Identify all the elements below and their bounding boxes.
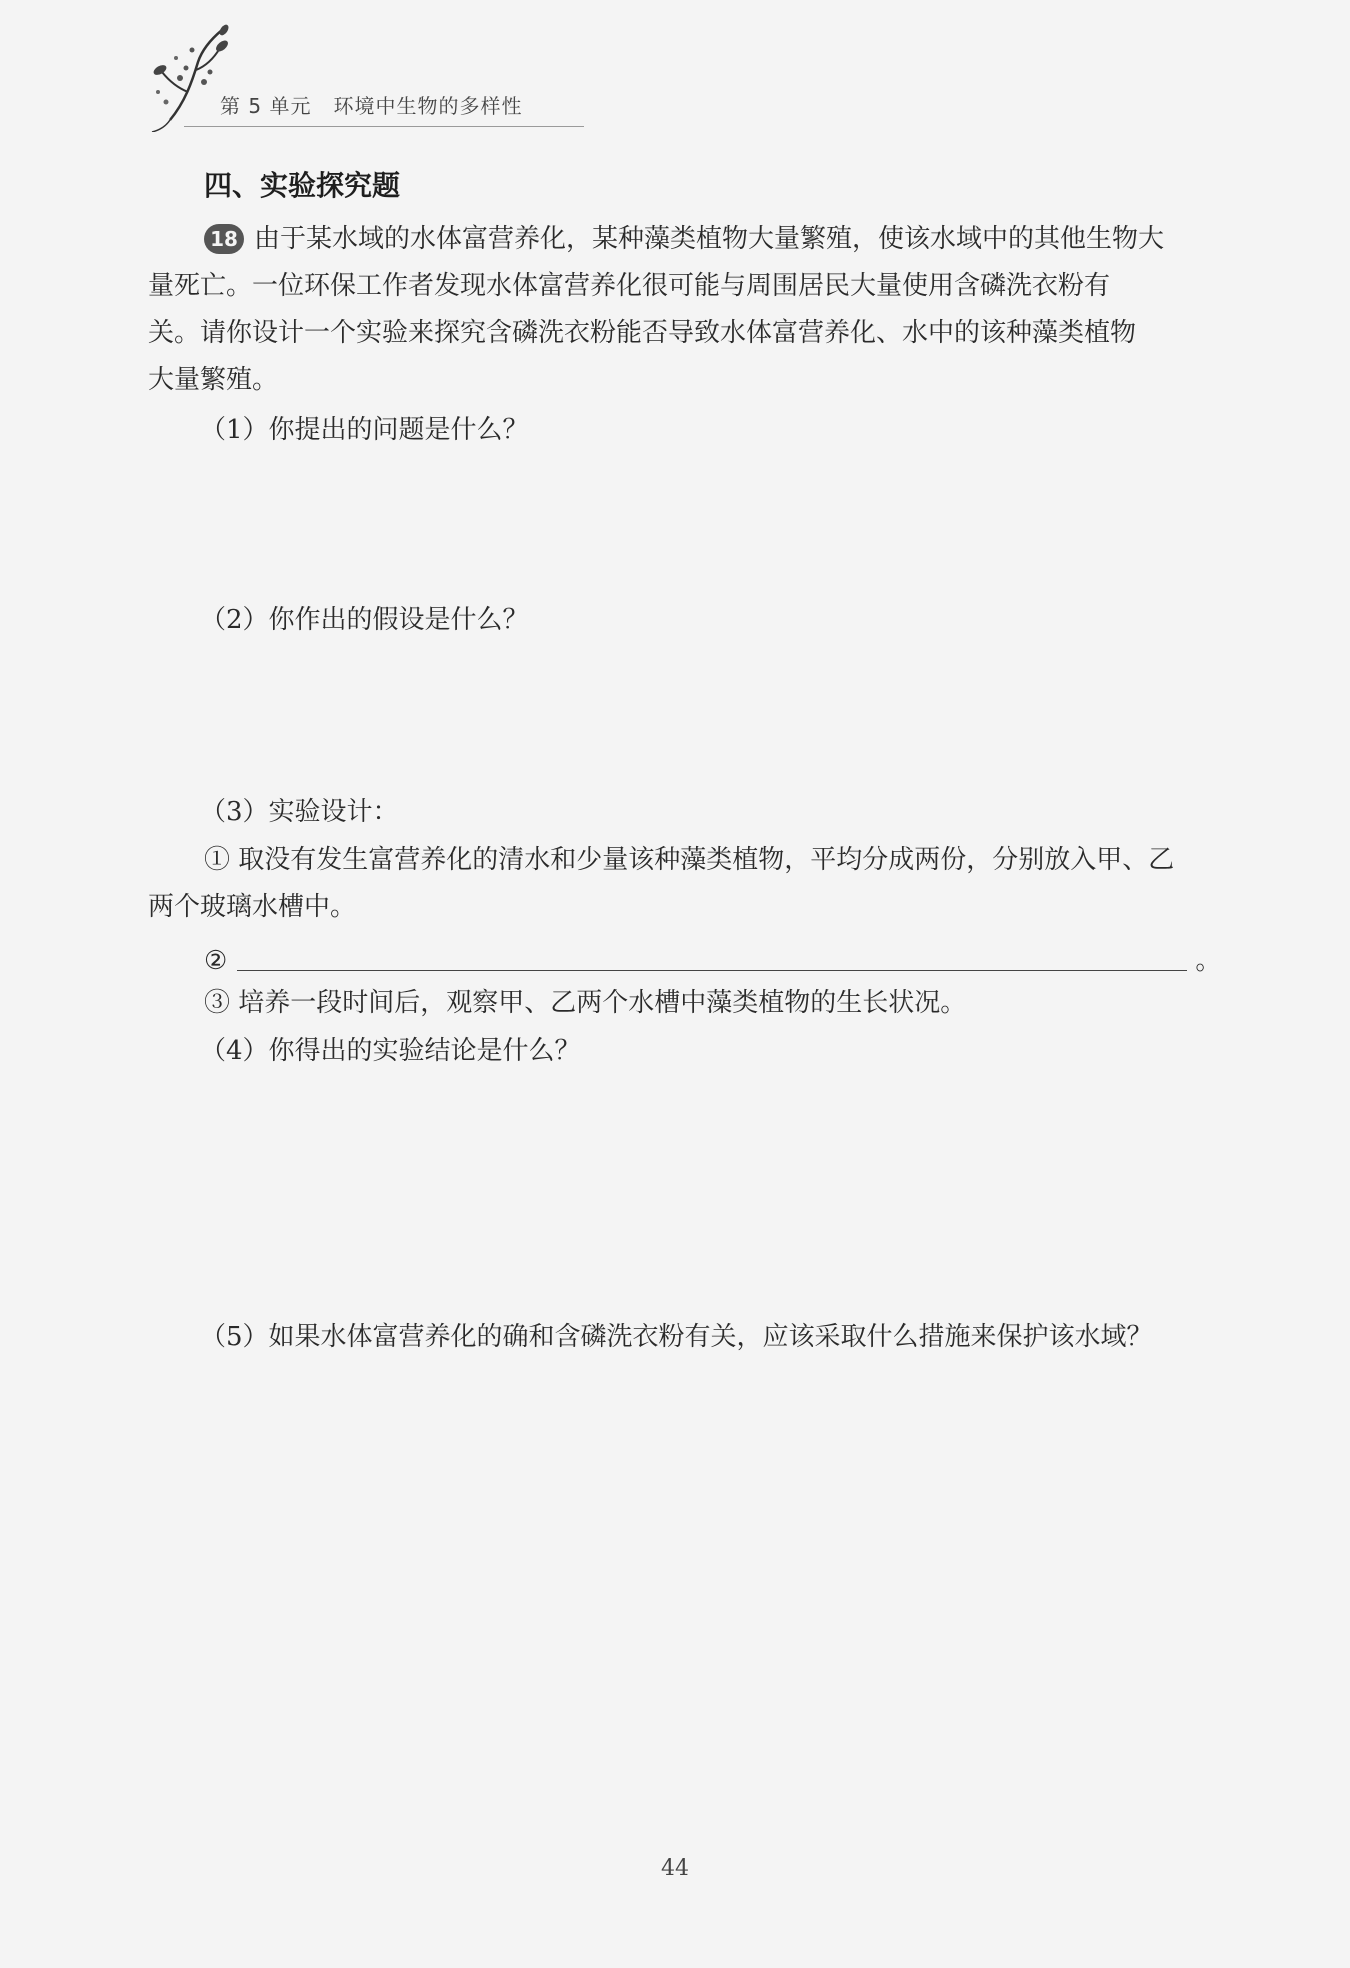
question-stem-line-3: 关。请你设计一个实验来探究含磷洗衣粉能否导致水体富营养化、水中的该种藻类植物 [148, 318, 1137, 348]
question-stem-line-4: 大量繁殖。 [148, 365, 279, 395]
design-step-2 [204, 944, 1221, 976]
unit-number: 第 5 单元 [220, 94, 312, 118]
question-number-badge: 18 [204, 224, 244, 254]
design-step-1-line-1: ① 取没有发生富营养化的清水和少量该种藻类植物，平均分成两份，分别放入甲、乙 [204, 845, 1175, 875]
design-step-3: ③ 培养一段时间后，观察甲、乙两个水槽中藻类植物的生长状况。 [204, 988, 967, 1018]
question-stem-line-2: 量死亡。一位环保工作者发现水体富营养化很可能与周围居民大量使用含磷洗衣粉有 [148, 271, 1111, 301]
header-rule [184, 126, 584, 127]
sub-question-2: （2）你作出的假设是什么？ [200, 605, 529, 635]
question-stem-line-1 [204, 224, 1164, 254]
section-title: 四、实验探究题 [204, 169, 401, 202]
step-2-marker: ② [204, 946, 228, 976]
sub-question-1: （1）你提出的问题是什么？ [200, 415, 529, 445]
design-step-1-line-2: 两个玻璃水槽中。 [148, 892, 357, 922]
page-number: 44 [661, 1856, 689, 1881]
question-stem-text-1: 由于某水域的水体富营养化，某种藻类植物大量繁殖，使该水域中的其他生物大 [254, 224, 1165, 254]
page-header [140, 22, 580, 122]
sub-question-5: （5）如果水体富营养化的确和含磷洗衣粉有关，应该采取什么措施来保护该水域？ [200, 1322, 1153, 1352]
step-2-end: 。 [1195, 946, 1222, 976]
answer-blank-line[interactable] [237, 944, 1187, 971]
sub-question-4: （4）你得出的实验结论是什么？ [200, 1036, 581, 1066]
sub-question-3: （3）实验设计： [200, 797, 399, 827]
unit-name: 环境中生物的多样性 [333, 94, 523, 118]
unit-title [220, 90, 522, 119]
